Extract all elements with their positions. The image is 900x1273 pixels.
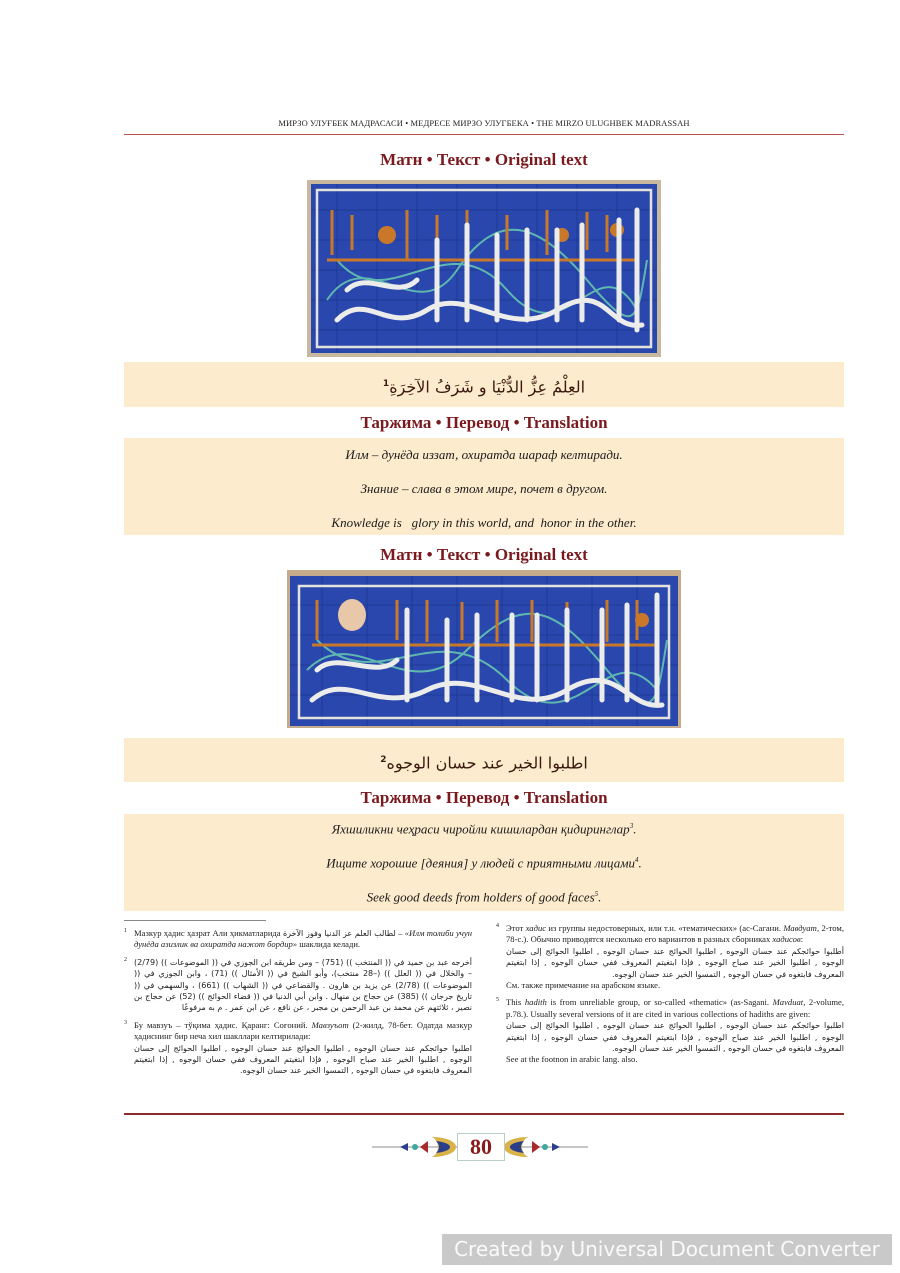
footnote-5-italic-1: hadith <box>524 997 547 1008</box>
original-text-title-2: Матн • Текст • Original text <box>380 545 588 564</box>
footnote-3-italic: Мавзуъот <box>311 1019 349 1030</box>
footnote-4-italic-2: Мавдуат, <box>783 923 820 933</box>
footnote-5-italic-2: Mavduat, <box>772 997 806 1008</box>
translation-russian-2-tail: . <box>638 855 642 871</box>
arabic-text-1 <box>124 362 844 409</box>
footnote-2 <box>124 957 472 1014</box>
footnote-rule <box>124 920 266 921</box>
footnotes-left-column <box>124 928 472 1083</box>
arabic-text-band-2 <box>124 738 844 782</box>
watermark-banner: Created by Universal Document Converter <box>442 1234 892 1265</box>
footnote-ref-5[interactable]: 5 <box>594 890 599 898</box>
footnote-2-number: 2 <box>124 956 127 963</box>
translation-russian-2 <box>124 852 844 871</box>
translation-uzbek-2 <box>124 818 844 837</box>
footnote-3-text-a: Бу мавзуъ – тўқима ҳадис. Қаранг: Соғоний. <box>134 1019 312 1030</box>
footnote-3 <box>124 1020 472 1077</box>
footnote-1-italic: «Илм толиби учун дунёда азизлик ва охиратда нажот бордир» <box>134 928 472 950</box>
translation-english-2-tail: . <box>598 889 602 905</box>
footnote-4-text-c: 2-том, 78-с.). Обычно приводятся несколько его вариантов в разных сборниках <box>506 923 845 945</box>
footnote-5 <box>496 997 844 1065</box>
footnote-4-italic-3: хадисов <box>772 934 801 945</box>
footnote-4-text-b: из группы недостоверных, или т.н. «тематических» (ас-Сагани. <box>546 923 784 933</box>
footnote-4 <box>496 923 844 991</box>
translation-uzbek-1: Илм – дунёда иззат, охиратда шараф келтиради. <box>345 447 623 462</box>
page-number: 80 <box>457 1133 505 1161</box>
footnote-5-text-d: See at the footnon in arabic lang. also. <box>506 1054 638 1065</box>
footnote-3-number: 3 <box>124 1019 127 1026</box>
translation-title-1: Таржима • Перевод • Translation <box>360 413 608 432</box>
footnote-4-text-e: См. также примечание на арабском языке. <box>506 980 661 991</box>
header-rule <box>124 134 844 135</box>
arabic-text-1-content: العِلْمُ عِزُّ الدُّنْيَا و شَرَفُ الآخِرَةِ <box>389 377 586 397</box>
footnote-4-text-a: Этот <box>506 923 526 933</box>
calligraphy-tile-image-2 <box>287 570 681 728</box>
footnote-5-arabic: اطلبوا حوائجكم عند حسان الوجوه , اطلبوا الحوائج عند حسان الوجوه , اطلبوا الحوائج إلى حسان الوجوه , اطلبوا الخير عند صباح الوجوه , فإذا ابتغيتم المعروف ففي حسان الوجوه , إذا ابتغيتم المعروف فابتغوه في حسان الوجوه , التمسوا الخير عند حسان الوجوه. <box>506 1021 844 1054</box>
running-head: МИРЗО УЛУҒБЕК МАДРАСАСИ • МЕДРЕСЕ МИРЗО УЛУГБЕКА • THE MIRZO ULUGHBEK MADRASSAH <box>278 118 690 128</box>
translation-uzbek-2-tail: . <box>633 821 637 837</box>
translation-english-2-text: Seek good deeds from holders of good faces <box>366 889 595 905</box>
translation-russian-2-text: Ищите хорошие [деяния] у людей с приятными лицами <box>326 855 636 871</box>
translation-english-1: Knowledge is glory in this world, and honor in the other. <box>331 515 637 530</box>
footnote-4-arabic: أطلبوا حوائجكم عند حسان الوجوه , اطلبوا الحوائج عند حسان الوجوه , اطلبوا الحوائج إلى حسان الوجوه , اطلبوا الخير عند صباح الوجوه , فإذا ابتغيتم المعروف ففي حسان الوجوه , إذا ابتغيتم المعروف فابتغوه في حسان الوجوه , التمسوا الخير عند حسان الوجوه. <box>506 946 844 979</box>
original-text-title-1: Матн • Текст • Original text <box>380 150 588 169</box>
footnote-5-text-c: 2-volume, p.78.). Usually several versions of it are cited in various collections of hadiths are given: <box>506 997 844 1019</box>
footnote-5-text-a: This <box>506 997 525 1008</box>
footnote-4-number: 4 <box>496 923 499 929</box>
translation-english-2 <box>124 886 844 905</box>
translation-uzbek-2-text: Яхшиликни чеҳраси чиройли кишилардан қидиринглар <box>331 821 630 837</box>
footnote-ref-4[interactable]: 4 <box>635 856 639 864</box>
arabic-text-2 <box>124 738 844 785</box>
arabic-text-band-1 <box>124 362 844 407</box>
calligraphy-tile-image-1 <box>307 180 661 357</box>
footnote-2-arabic: أخرجه عبد بن حميد في (( المنتخب )) (751) – ومن طريقه ابن الجوزي في (( الموضوعات )) (2/79) – والخلال في (( العلل )) (–28 منتخب)، وأبو الشيخ في (( الأمثال )) (71) ، وابن الجوزي في (( الموضوعات )) (2/78) عن يزيد بن هارون . والقضاعي في (( الشهاب )) (661) ، والسهمي في (( تاريخ جرجان )) (385) عن حجاج بن منهال . وابن أبي الدنيا في (( قضاء الحوائج )) (52) عن حجاج بن نصير ، ثلاثتهم عن محمد بن عبد الرحمن بن مجبر ، عن نافع ، عن ابن عمر . م به مرفوعًا <box>134 957 473 1013</box>
footnote-1-number: 1 <box>124 928 127 934</box>
footnote-ref-2[interactable]: 2 <box>380 755 387 765</box>
footnote-3-text-b: (2-жилд, 78-бет. Одатда мазкур ҳадиснинг бир неча хил шакллари келтирилади: <box>134 1019 472 1042</box>
footnote-1-text-b: – <box>395 928 405 938</box>
footnote-1-text-c: шаклида келади. <box>297 939 361 950</box>
translation-band-2 <box>124 814 844 911</box>
footnote-ref-3[interactable]: 3 <box>629 822 634 830</box>
translation-band-1 <box>124 438 844 535</box>
footer-rule <box>124 1113 844 1115</box>
footnote-5-number: 5 <box>496 997 499 1004</box>
footnote-ref-1[interactable]: 1 <box>382 379 390 389</box>
footnote-5-text-b: is from unreliable group, or so-called «thematic» (as-Sagani. <box>546 997 773 1008</box>
footnote-3-arabic: اطلبوا حوائجكم عند حسان الوجوه , اطلبوا الحوائج عند حسان الوجوه , اطلبوا الحوائج إلى حسان الوجوه , اطلبوا الخير عند صباح الوجوه , فإذا ابتغيتم المعروف ففي حسان الوجوه , إذا ابتغيتم المعروف فابتغوه في حسان الوجوه , التمسوا الخير عند حسان الوجوه. <box>134 1043 472 1076</box>
arabic-text-2-content: اطلبوا الخير عند حسان الوجوه <box>386 753 588 773</box>
translation-russian-1: Знание – слава в этом мире, почет в другом. <box>360 481 608 496</box>
footnote-4-text-d: : <box>800 934 804 945</box>
footnote-4-italic-1: хадис <box>525 923 547 933</box>
footnote-1-arabic: لطالب العلم عز الدنيا وفوز الآخرة <box>282 929 396 938</box>
footnote-1-text-a: Мазкур ҳадис ҳазрат Али ҳикматларида <box>134 928 283 938</box>
footnote-1 <box>124 928 472 951</box>
footnotes-right-column <box>496 923 844 1072</box>
translation-title-2: Таржима • Перевод • Translation <box>360 788 608 807</box>
